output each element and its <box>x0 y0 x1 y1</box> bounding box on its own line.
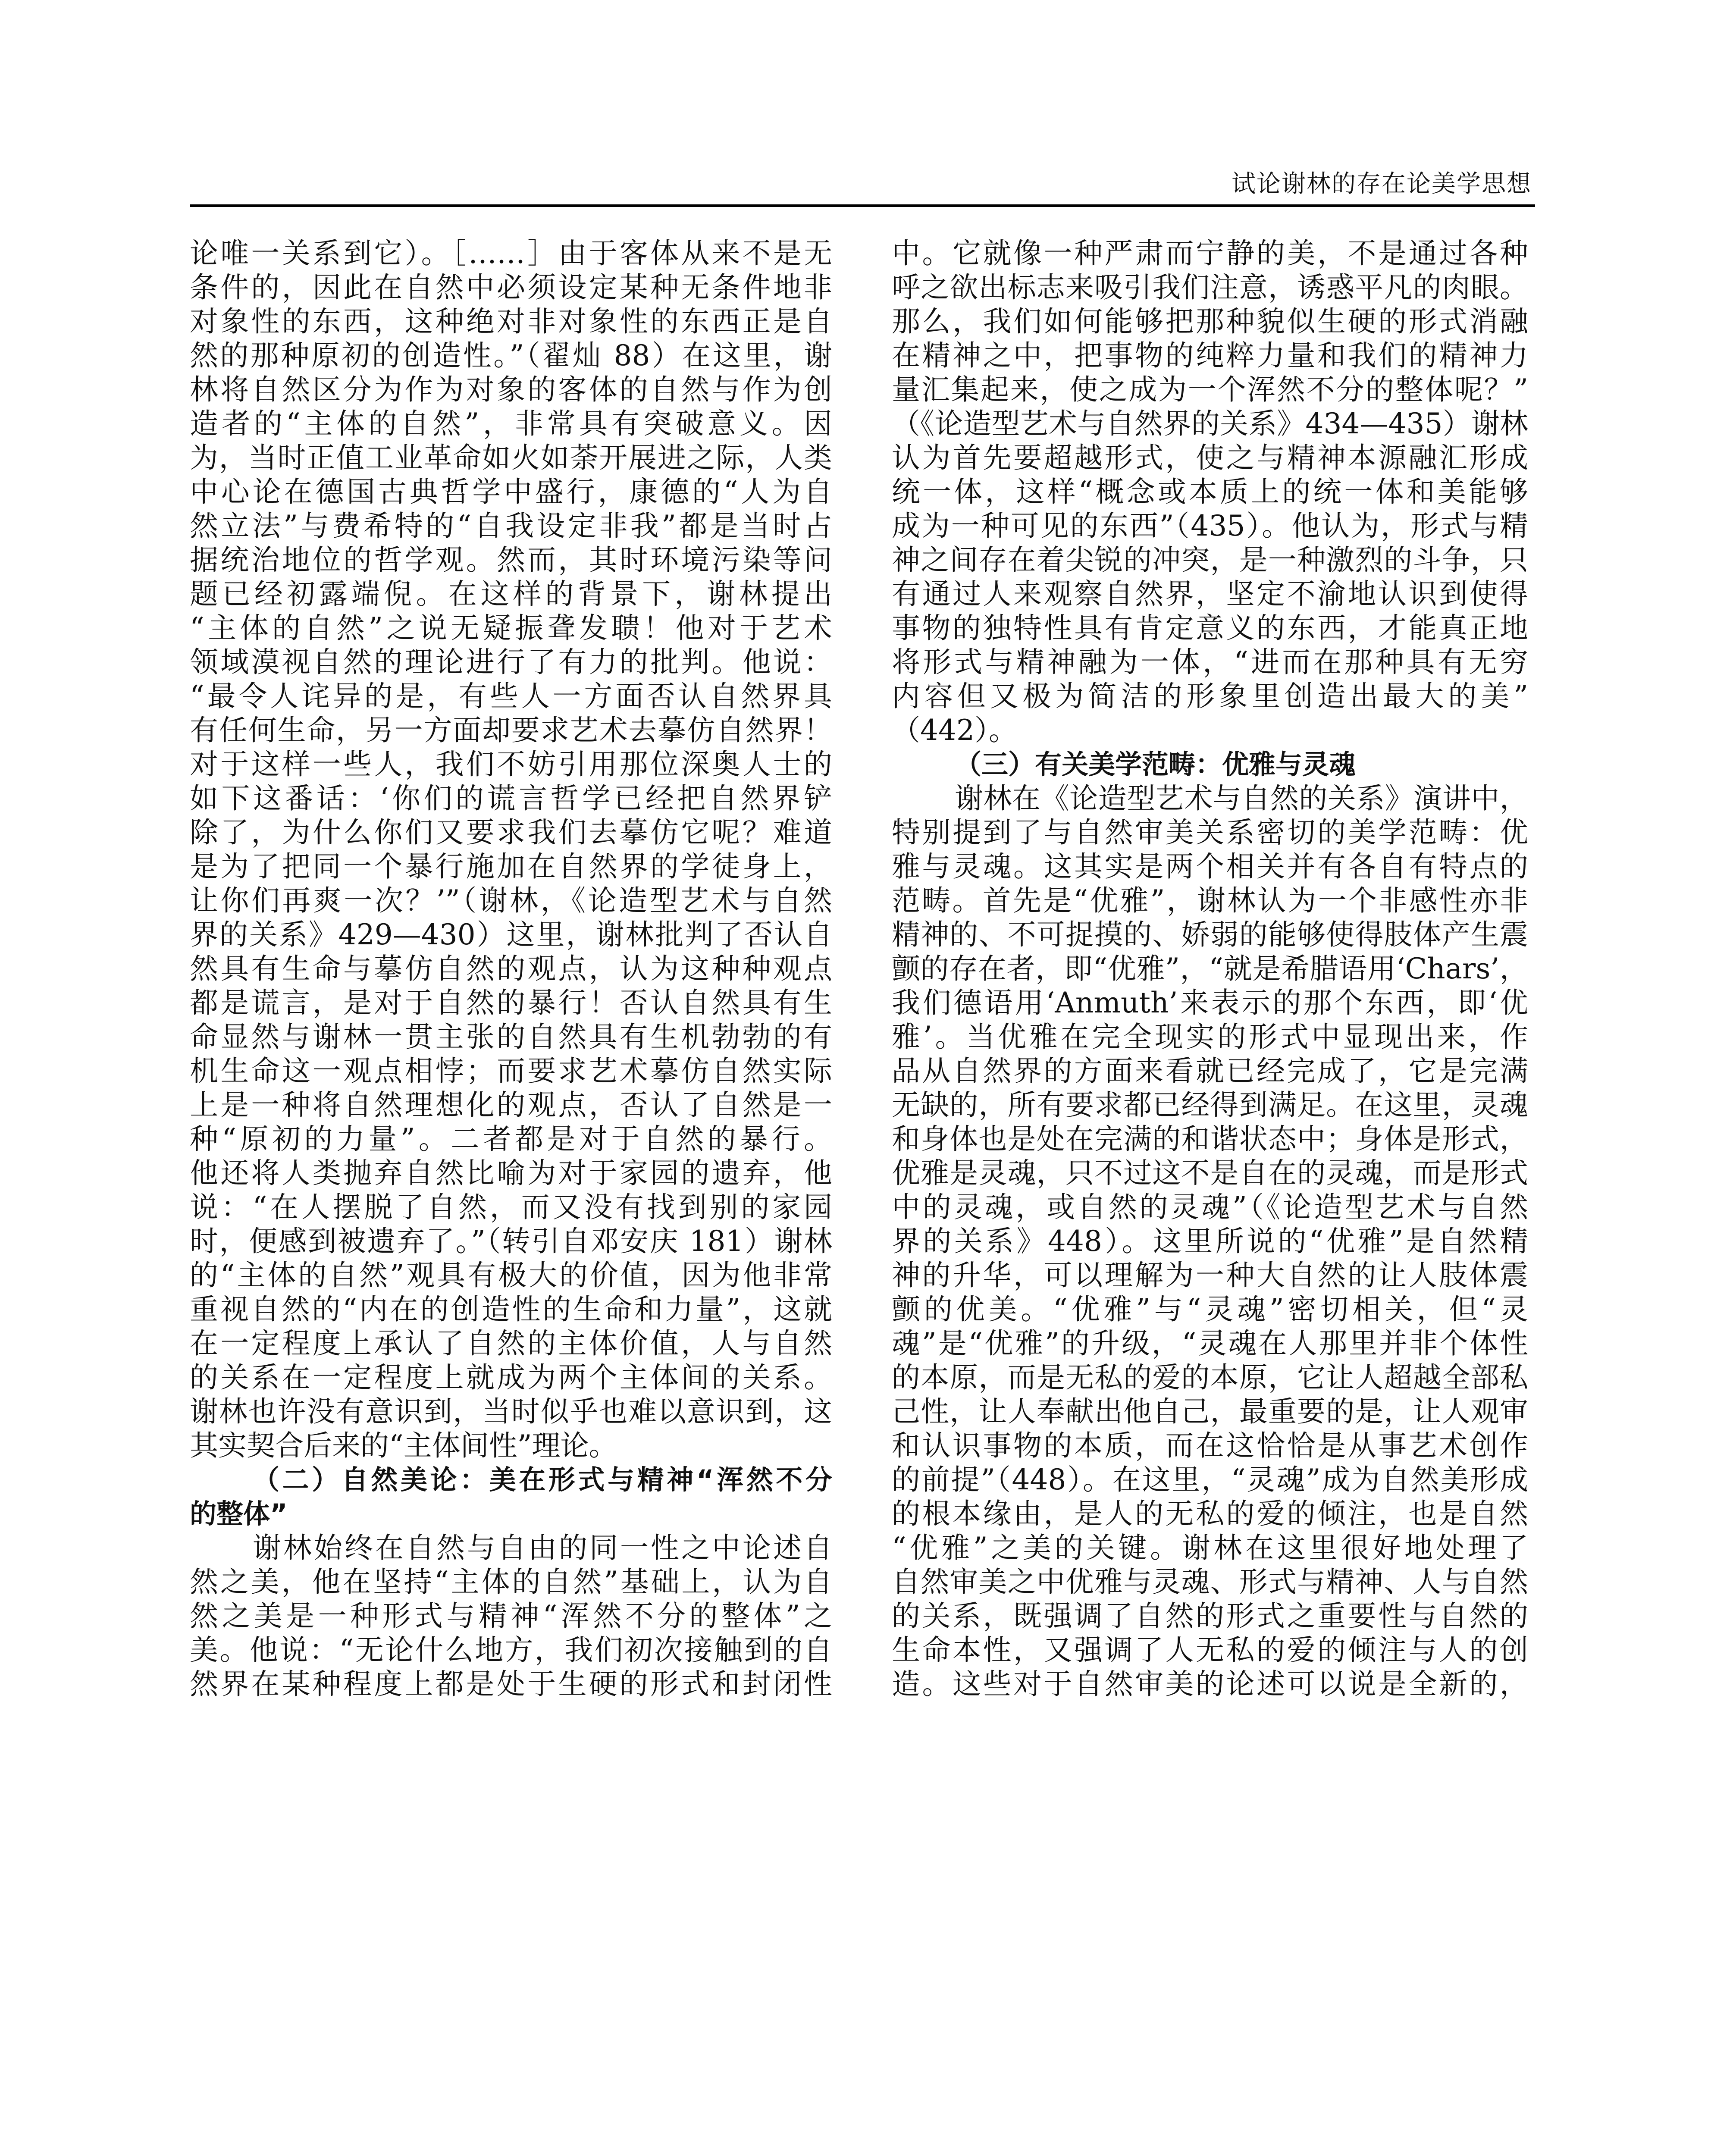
text-line: 然的那种原初的创造性。”（翟灿 88）在这里，谢 <box>190 339 832 372</box>
text-line: 为，当时正值工业革命如火如荼开展进之际，人类 <box>190 441 832 474</box>
text-line: 成为一种可见的东西”（435）。他认为，形式与精 <box>892 509 1528 542</box>
text-line: 谢林也许没有意识到，当时似乎也难以意识到，这 <box>190 1395 832 1428</box>
text-line: 重视自然的“内在的创造性的生命和力量”，这就 <box>190 1293 832 1326</box>
text-line: “最令人诧异的是，有些人一方面否认自然界具 <box>190 680 832 713</box>
text-line: 己性，让人奉献出他自己，最重要的是，让人观审 <box>892 1395 1528 1428</box>
text-line: 造者的“主体的自然”，非常具有突破意义。因 <box>190 407 832 440</box>
text-line: 的“主体的自然”观具有极大的价值，因为他非常 <box>190 1259 832 1292</box>
text-line: 颤的存在者，即“优雅”，“就是希腊语用‘Chars’， <box>892 952 1528 985</box>
text-line: 的本原，而是无私的爱的本原，它让人超越全部私 <box>892 1361 1528 1394</box>
text-line: 我们德语用‘Anmuth’来表示的那个东西，即‘优 <box>892 986 1528 1019</box>
text-line: 神的升华，可以理解为一种大自然的让人肢体震 <box>892 1259 1528 1292</box>
text-line: 的根本缘由，是人的无私的爱的倾注，也是自然 <box>892 1497 1528 1530</box>
text-line: 除了，为什么你们又要求我们去摹仿它呢？难道 <box>190 816 832 849</box>
text-line: 和身体也是处在完满的和谐状态中；身体是形式， <box>892 1122 1528 1156</box>
text-line: 特别提到了与自然审美关系密切的美学范畴：优 <box>892 816 1528 849</box>
section-heading-3: （三）有关美学范畴：优雅与灵魂 <box>955 749 1356 780</box>
text-line: 自然审美之中优雅与灵魂、形式与精神、人与自然 <box>892 1565 1528 1598</box>
text-line: 和认识事物的本质，而在这恰恰是从事艺术创作 <box>892 1429 1528 1462</box>
text-line: 无缺的，所有要求都已经得到满足。在这里，灵魂 <box>892 1088 1528 1122</box>
text-line: 雅与灵魂。这其实是两个相关并有各自有特点的 <box>892 850 1528 883</box>
text-line: 呼之欲出标志来吸引我们注意，诱惑平凡的肉眼。 <box>892 271 1528 304</box>
text-line: 谢林在《论造型艺术与自然的关系》演讲中， <box>955 782 1528 815</box>
text-line: 优雅是灵魂，只不过这不是自在的灵魂，而是形式 <box>892 1156 1528 1190</box>
text-line: 的前提”（448）。在这里，“灵魂”成为自然美形成 <box>892 1463 1528 1496</box>
text-line: 的关系，既强调了自然的形式之重要性与自然的 <box>892 1599 1528 1633</box>
running-header-title: 试论谢林的存在论美学思想 <box>1232 170 1532 198</box>
section-heading-2-line1: （二）自然美论：美在形式与精神“浑然不分 <box>253 1464 832 1495</box>
text-line: 对于这样一些人，我们不妨引用那位深奥人士的 <box>190 748 832 781</box>
right-column <box>892 236 1528 1701</box>
left-column-body <box>190 236 832 1463</box>
text-line: 上是一种将自然理想化的观点，否认了自然是一 <box>190 1088 832 1122</box>
text-line: 神之间存在着尖锐的冲突，是一种激烈的斗争，只 <box>892 543 1528 577</box>
text-line: 有任何生命，另一方面却要求艺术去摹仿自然界！ <box>190 714 832 747</box>
text-line: （442）。 <box>892 714 1017 747</box>
text-line: 量汇集起来，使之成为一个浑然不分的整体呢？” <box>892 373 1528 406</box>
text-line: 范畴。首先是“优雅”，谢林认为一个非感性亦非 <box>892 884 1528 917</box>
text-line: 条件的，因此在自然中必须设定某种无条件地非 <box>190 271 832 304</box>
text-line: 生命本性，又强调了人无私的爱的倾注与人的创 <box>892 1633 1528 1667</box>
text-line: 中心论在德国古典哲学中盛行，康德的“人为自 <box>190 475 832 508</box>
text-line: 在精神之中，把事物的纯粹力量和我们的精神力 <box>892 339 1528 372</box>
header-rule <box>190 204 1535 207</box>
text-line: 让你们再爽一次？’”（谢林，《论造型艺术与自然 <box>190 884 832 917</box>
text-line: 的关系在一定程度上就成为两个主体间的关系。 <box>190 1361 832 1394</box>
text-line: 都是谎言，是对于自然的暴行！否认自然具有生 <box>190 986 832 1019</box>
text-line: 命显然与谢林一贯主张的自然具有生机勃勃的有 <box>190 1020 832 1053</box>
text-line: 有通过人来观察自然界，坚定不渝地认识到使得 <box>892 577 1528 611</box>
text-line: 然立法”与费希特的“自我设定非我”都是当时占 <box>190 509 832 542</box>
text-line: 说：“在人摆脱了自然，而又没有找到别的家园 <box>190 1191 832 1224</box>
left-column <box>190 236 832 1701</box>
text-line: 据统治地位的哲学观。然而，其时环境污染等问 <box>190 543 832 577</box>
text-line: 认为首先要超越形式，使之与精神本源融汇形成 <box>892 441 1528 474</box>
text-line: 对象性的东西，这种绝对非对象性的东西正是自 <box>190 305 832 338</box>
text-line: 然具有生命与摹仿自然的观点，认为这种种观点 <box>190 952 832 985</box>
text-line: “主体的自然”之说无疑振聋发聩！他对于艺术 <box>190 611 832 645</box>
text-line: 界的关系》448）。这里所说的“优雅”是自然精 <box>892 1225 1528 1258</box>
text-line: 在一定程度上承认了自然的主体价值，人与自然 <box>190 1327 832 1360</box>
text-line: 事物的独特性具有肯定意义的东西，才能真正地 <box>892 611 1528 645</box>
text-line: 题已经初露端倪。在这样的背景下，谢林提出 <box>190 577 832 611</box>
text-line: 内容但又极为简洁的形象里创造出最大的美” <box>892 680 1528 713</box>
right-column-body <box>892 236 1528 747</box>
text-line: 精神的、不可捉摸的、娇弱的能够使得肢体产生震 <box>892 918 1528 951</box>
text-line: 品从自然界的方面来看就已经完成了，它是完满 <box>892 1054 1528 1087</box>
section-heading-2-line2: 的整体” <box>190 1498 288 1529</box>
text-line: 雅’。当优雅在完全现实的形式中显现出来，作 <box>892 1020 1528 1053</box>
text-line: 如下这番话：‘你们的谎言哲学已经把自然界铲 <box>190 782 832 815</box>
text-line: 林将自然区分为作为对象的客体的自然与作为创 <box>190 373 832 406</box>
text-line: 他还将人类抛弃自然比喻为对于家园的遗弃，他 <box>190 1156 832 1190</box>
text-line: 时，便感到被遗弃了。”（转引自邓安庆 181）谢林 <box>190 1225 832 1258</box>
text-line: 种“原初的力量”。二者都是对于自然的暴行。 <box>190 1122 832 1156</box>
text-line: 造。这些对于自然审美的论述可以说是全新的， <box>892 1667 1528 1701</box>
text-line: 界的关系》429—430）这里，谢林批判了否认自 <box>190 918 832 951</box>
right-column-section-3-body <box>892 781 1528 1701</box>
text-line: 那么，我们如何能够把那种貌似生硬的形式消融 <box>892 305 1528 338</box>
text-line: 将形式与精神融为一体，“进而在那种具有无穷 <box>892 646 1528 679</box>
text-line: 谢林始终在自然与自由的同一性之中论述自 <box>253 1531 832 1564</box>
text-line: 然之美，他在坚持“主体的自然”基础上，认为自 <box>190 1565 832 1598</box>
text-line: 机生命这一观点相悖；而要求艺术摹仿自然实际 <box>190 1054 832 1087</box>
text-line: 统一体，这样“概念或本质上的统一体和美能够 <box>892 475 1528 508</box>
text-line: 其实契合后来的“主体间性”理论。 <box>190 1429 617 1462</box>
text-line: 中。它就像一种严肃而宁静的美，不是通过各种 <box>892 237 1528 270</box>
text-line: 然界在某种程度上都是处于生硬的形式和封闭性 <box>190 1667 832 1701</box>
text-line: （《论造型艺术与自然界的关系》434—435）谢林 <box>892 407 1528 440</box>
text-line: 然之美是一种形式与精神“浑然不分的整体”之 <box>190 1599 832 1633</box>
left-column-section-2-body <box>190 1531 832 1701</box>
text-line: 论唯一关系到它）。［……］由于客体从来不是无 <box>190 237 832 270</box>
text-line: 中的灵魂，或自然的灵魂”（《论造型艺术与自然 <box>892 1191 1528 1224</box>
text-line: 领域漠视自然的理论进行了有力的批判。他说： <box>190 646 832 679</box>
text-line: 是为了把同一个暴行施加在自然界的学徒身上， <box>190 850 832 883</box>
text-line: “优雅”之美的关键。谢林在这里很好地处理了 <box>892 1531 1528 1564</box>
text-line: 颤的优美。“优雅”与“灵魂”密切相关，但“灵 <box>892 1293 1528 1326</box>
text-line: 魂”是“优雅”的升级，“灵魂在人那里并非个体性 <box>892 1327 1528 1360</box>
text-line: 美。他说：“无论什么地方，我们初次接触到的自 <box>190 1633 832 1667</box>
